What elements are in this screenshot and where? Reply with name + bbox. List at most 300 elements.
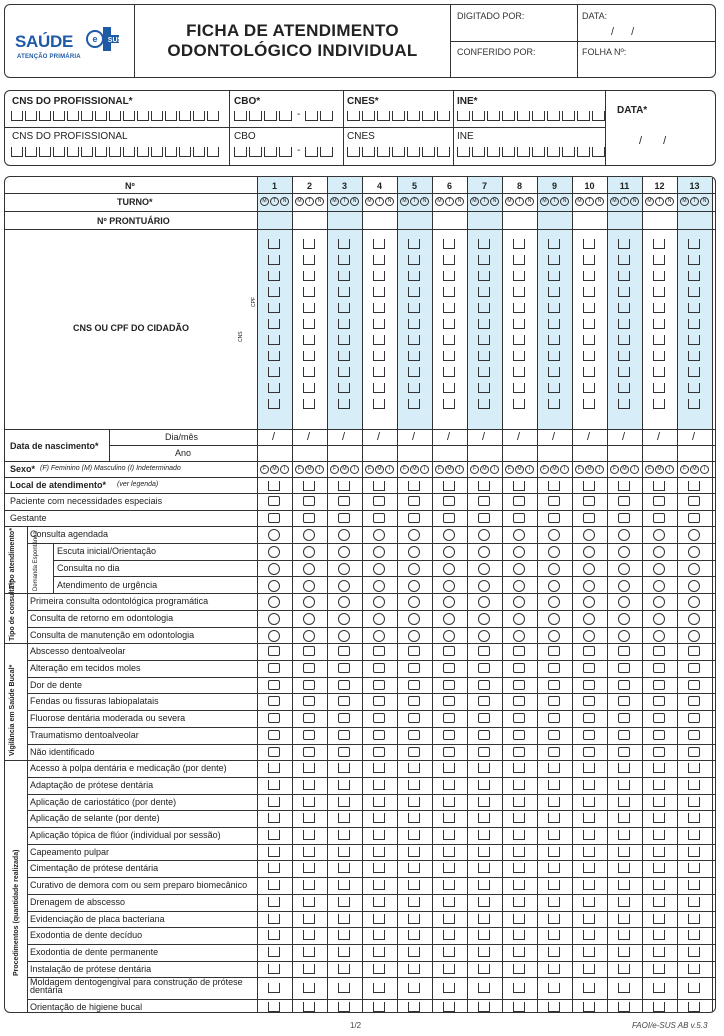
checkbox[interactable] xyxy=(688,663,700,673)
cns-digit-box[interactable] xyxy=(443,335,455,345)
checkbox[interactable] xyxy=(513,680,525,690)
digit-box[interactable] xyxy=(487,111,500,121)
checkbox[interactable] xyxy=(443,513,455,523)
sexo-option[interactable]: F xyxy=(505,465,514,474)
quantity-box[interactable] xyxy=(653,780,665,790)
quantity-box[interactable] xyxy=(618,863,630,873)
digit-box[interactable] xyxy=(392,111,405,121)
quantity-box[interactable] xyxy=(478,813,490,823)
digit-box[interactable] xyxy=(362,147,375,157)
cns-digit-box[interactable] xyxy=(583,255,595,265)
cns-digit-box[interactable] xyxy=(338,239,350,249)
turno-option[interactable]: M xyxy=(365,197,374,206)
local-box[interactable] xyxy=(338,481,350,491)
checkbox[interactable] xyxy=(373,663,385,673)
digit-box[interactable] xyxy=(234,147,247,157)
quantity-box[interactable] xyxy=(513,947,525,957)
radio-option[interactable] xyxy=(548,580,560,592)
quantity-box[interactable] xyxy=(583,813,595,823)
radio-option[interactable] xyxy=(373,630,385,642)
sexo-option[interactable]: M xyxy=(480,465,489,474)
digit-box[interactable] xyxy=(151,111,163,121)
local-box[interactable] xyxy=(268,481,280,491)
quantity-box[interactable] xyxy=(443,763,455,773)
digit-box[interactable] xyxy=(137,147,149,157)
checkbox[interactable] xyxy=(548,646,560,656)
checkbox[interactable] xyxy=(583,646,595,656)
digit-box[interactable] xyxy=(377,147,390,157)
quantity-box[interactable] xyxy=(443,914,455,924)
cns-digit-box[interactable] xyxy=(373,319,385,329)
sexo-option[interactable]: F xyxy=(540,465,549,474)
cns-digit-box[interactable] xyxy=(688,319,700,329)
digit-box[interactable] xyxy=(305,147,318,157)
sexo-option[interactable]: M xyxy=(445,465,454,474)
quantity-box[interactable] xyxy=(303,763,315,773)
radio-option[interactable] xyxy=(443,613,455,625)
quantity-box[interactable] xyxy=(653,914,665,924)
cns-digit-box[interactable] xyxy=(373,383,385,393)
cns-digit-box[interactable] xyxy=(303,303,315,313)
checkbox[interactable] xyxy=(583,713,595,723)
quantity-box[interactable] xyxy=(268,863,280,873)
radio-option[interactable] xyxy=(338,529,350,541)
checkbox[interactable] xyxy=(478,496,490,506)
checkbox[interactable] xyxy=(303,646,315,656)
cns-digit-box[interactable] xyxy=(268,271,280,281)
quantity-box[interactable] xyxy=(338,930,350,940)
checkbox[interactable] xyxy=(513,696,525,706)
quantity-box[interactable] xyxy=(513,897,525,907)
radio-option[interactable] xyxy=(443,546,455,558)
checkbox[interactable] xyxy=(268,680,280,690)
sexo-option[interactable]: F xyxy=(680,465,689,474)
cns-digit-box[interactable] xyxy=(303,335,315,345)
checkbox[interactable] xyxy=(653,680,665,690)
quantity-box[interactable] xyxy=(408,930,420,940)
cns-digit-box[interactable] xyxy=(583,367,595,377)
turno-option[interactable]: N xyxy=(665,197,674,206)
sexo-options[interactable] xyxy=(680,465,710,474)
cns-digit-box[interactable] xyxy=(268,383,280,393)
quantity-box[interactable] xyxy=(653,763,665,773)
checkbox[interactable] xyxy=(303,513,315,523)
local-box[interactable] xyxy=(583,481,595,491)
checkbox[interactable] xyxy=(653,730,665,740)
quantity-box[interactable] xyxy=(548,930,560,940)
cns-digit-box[interactable] xyxy=(548,383,560,393)
quantity-box[interactable] xyxy=(443,847,455,857)
sexo-options[interactable] xyxy=(435,465,465,474)
quantity-box[interactable] xyxy=(513,930,525,940)
checkbox[interactable] xyxy=(338,680,350,690)
quantity-box[interactable] xyxy=(583,914,595,924)
sexo-option[interactable]: I xyxy=(280,465,289,474)
quantity-box[interactable] xyxy=(548,780,560,790)
radio-option[interactable] xyxy=(618,529,630,541)
cns-digit-box[interactable] xyxy=(618,383,630,393)
quantity-box[interactable] xyxy=(513,813,525,823)
radio-option[interactable] xyxy=(373,580,385,592)
checkbox[interactable] xyxy=(303,747,315,757)
turno-option[interactable]: T xyxy=(375,197,384,206)
checkbox[interactable] xyxy=(618,663,630,673)
checkbox[interactable] xyxy=(618,696,630,706)
cns-digit-box[interactable] xyxy=(303,399,315,409)
checkbox[interactable] xyxy=(653,513,665,523)
turno-option[interactable]: N xyxy=(280,197,289,206)
digit-box[interactable] xyxy=(123,147,135,157)
sexo-option[interactable]: M xyxy=(620,465,629,474)
cns-digit-box[interactable] xyxy=(338,271,350,281)
digit-box[interactable] xyxy=(305,111,318,121)
checkbox[interactable] xyxy=(338,496,350,506)
radio-option[interactable] xyxy=(303,546,315,558)
cns-digit-box[interactable] xyxy=(268,287,280,297)
sexo-options[interactable] xyxy=(470,465,500,474)
cns-digit-box[interactable] xyxy=(338,335,350,345)
digit-box[interactable] xyxy=(207,111,219,121)
checkbox[interactable] xyxy=(268,646,280,656)
radio-option[interactable] xyxy=(268,580,280,592)
digit-box[interactable] xyxy=(532,147,545,157)
turno-option[interactable]: N xyxy=(350,197,359,206)
radio-option[interactable] xyxy=(338,546,350,558)
quantity-box[interactable] xyxy=(478,947,490,957)
quantity-box[interactable] xyxy=(408,763,420,773)
digit-box[interactable] xyxy=(547,111,560,121)
quantity-box[interactable] xyxy=(688,897,700,907)
quantity-box[interactable] xyxy=(583,947,595,957)
checkbox[interactable] xyxy=(443,713,455,723)
radio-option[interactable] xyxy=(513,630,525,642)
checkbox[interactable] xyxy=(268,496,280,506)
cns-digit-box[interactable] xyxy=(478,303,490,313)
turno-option[interactable]: N xyxy=(385,197,394,206)
checkbox[interactable] xyxy=(653,663,665,673)
turno-option[interactable]: N xyxy=(560,197,569,206)
quantity-box[interactable] xyxy=(443,830,455,840)
quantity-box[interactable] xyxy=(373,1002,385,1012)
quantity-box[interactable] xyxy=(618,847,630,857)
quantity-box[interactable] xyxy=(548,763,560,773)
digit-box[interactable] xyxy=(264,147,277,157)
radio-option[interactable] xyxy=(268,630,280,642)
checkbox[interactable] xyxy=(443,663,455,673)
radio-option[interactable] xyxy=(618,563,630,575)
radio-option[interactable] xyxy=(303,580,315,592)
cns-digit-box[interactable] xyxy=(688,399,700,409)
checkbox[interactable] xyxy=(513,513,525,523)
digit-box[interactable] xyxy=(137,111,149,121)
quantity-box[interactable] xyxy=(408,914,420,924)
quantity-box[interactable] xyxy=(583,983,595,993)
radio-option[interactable] xyxy=(688,630,700,642)
cns-digit-box[interactable] xyxy=(443,399,455,409)
checkbox[interactable] xyxy=(338,646,350,656)
checkbox[interactable] xyxy=(373,696,385,706)
turno-option[interactable]: T xyxy=(410,197,419,206)
turno-option[interactable]: T xyxy=(620,197,629,206)
turno-option[interactable]: M xyxy=(295,197,304,206)
turno-options[interactable] xyxy=(505,197,535,206)
digit-box[interactable] xyxy=(347,147,360,157)
checkbox[interactable] xyxy=(583,680,595,690)
checkbox[interactable] xyxy=(548,513,560,523)
checkbox[interactable] xyxy=(478,730,490,740)
radio-option[interactable] xyxy=(583,546,595,558)
quantity-box[interactable] xyxy=(373,863,385,873)
quantity-box[interactable] xyxy=(653,947,665,957)
cns-digit-box[interactable] xyxy=(478,271,490,281)
quantity-box[interactable] xyxy=(338,830,350,840)
quantity-box[interactable] xyxy=(373,930,385,940)
sexo-option[interactable]: I xyxy=(315,465,324,474)
cns-digit-box[interactable] xyxy=(373,271,385,281)
quantity-box[interactable] xyxy=(443,964,455,974)
cns-digit-box[interactable] xyxy=(373,335,385,345)
radio-option[interactable] xyxy=(618,630,630,642)
quantity-box[interactable] xyxy=(408,830,420,840)
checkbox[interactable] xyxy=(338,730,350,740)
quantity-box[interactable] xyxy=(338,863,350,873)
sexo-options[interactable] xyxy=(610,465,640,474)
checkbox[interactable] xyxy=(268,663,280,673)
quantity-box[interactable] xyxy=(268,847,280,857)
digit-box[interactable] xyxy=(577,147,590,157)
quantity-box[interactable] xyxy=(583,897,595,907)
quantity-box[interactable] xyxy=(618,813,630,823)
sexo-option[interactable]: I xyxy=(700,465,709,474)
quantity-box[interactable] xyxy=(548,847,560,857)
quantity-box[interactable] xyxy=(548,983,560,993)
cns-digit-box[interactable] xyxy=(583,287,595,297)
local-box[interactable] xyxy=(443,481,455,491)
digit-box[interactable] xyxy=(320,147,333,157)
quantity-box[interactable] xyxy=(618,964,630,974)
quantity-box[interactable] xyxy=(548,880,560,890)
checkbox[interactable] xyxy=(268,747,280,757)
cns-digit-box[interactable] xyxy=(478,335,490,345)
radio-option[interactable] xyxy=(653,580,665,592)
cns-digit-box[interactable] xyxy=(653,303,665,313)
digit-box[interactable] xyxy=(279,111,292,121)
checkbox[interactable] xyxy=(548,663,560,673)
cns-digit-box[interactable] xyxy=(653,287,665,297)
sexo-options[interactable] xyxy=(505,465,535,474)
quantity-box[interactable] xyxy=(443,1002,455,1012)
cns-digit-box[interactable] xyxy=(478,383,490,393)
turno-option[interactable]: M xyxy=(610,197,619,206)
checkbox[interactable] xyxy=(478,646,490,656)
cns-digit-box[interactable] xyxy=(548,255,560,265)
radio-option[interactable] xyxy=(408,596,420,608)
radio-option[interactable] xyxy=(653,529,665,541)
cns-digit-box[interactable] xyxy=(303,271,315,281)
cns-digit-box[interactable] xyxy=(373,399,385,409)
checkbox[interactable] xyxy=(268,713,280,723)
cns-digit-box[interactable] xyxy=(688,255,700,265)
turno-option[interactable]: N xyxy=(700,197,709,206)
radio-option[interactable] xyxy=(338,596,350,608)
quantity-box[interactable] xyxy=(303,983,315,993)
cns-digit-box[interactable] xyxy=(548,351,560,361)
quantity-box[interactable] xyxy=(373,983,385,993)
quantity-box[interactable] xyxy=(583,880,595,890)
radio-option[interactable] xyxy=(303,529,315,541)
radio-option[interactable] xyxy=(618,613,630,625)
turno-option[interactable]: M xyxy=(400,197,409,206)
quantity-box[interactable] xyxy=(268,983,280,993)
quantity-box[interactable] xyxy=(408,863,420,873)
quantity-box[interactable] xyxy=(618,1002,630,1012)
turno-option[interactable]: T xyxy=(655,197,664,206)
cns-digit-box[interactable] xyxy=(303,287,315,297)
quantity-box[interactable] xyxy=(548,897,560,907)
radio-option[interactable] xyxy=(443,563,455,575)
quantity-box[interactable] xyxy=(303,1002,315,1012)
checkbox[interactable] xyxy=(618,496,630,506)
checkbox[interactable] xyxy=(408,663,420,673)
radio-option[interactable] xyxy=(303,630,315,642)
sexo-options[interactable] xyxy=(575,465,605,474)
quantity-box[interactable] xyxy=(408,847,420,857)
digit-box[interactable] xyxy=(95,111,107,121)
quantity-box[interactable] xyxy=(513,797,525,807)
checkbox[interactable] xyxy=(688,747,700,757)
checkbox[interactable] xyxy=(443,730,455,740)
cns-digit-box[interactable] xyxy=(583,303,595,313)
cns-digit-box[interactable] xyxy=(303,383,315,393)
cns-digit-box[interactable] xyxy=(618,303,630,313)
radio-option[interactable] xyxy=(688,613,700,625)
cns-digit-box[interactable] xyxy=(408,255,420,265)
cns-digit-box[interactable] xyxy=(513,303,525,313)
checkbox[interactable] xyxy=(338,663,350,673)
radio-option[interactable] xyxy=(268,596,280,608)
digit-box[interactable] xyxy=(53,111,65,121)
sexo-option[interactable]: F xyxy=(400,465,409,474)
quantity-box[interactable] xyxy=(583,863,595,873)
radio-option[interactable] xyxy=(443,630,455,642)
quantity-box[interactable] xyxy=(688,813,700,823)
quantity-box[interactable] xyxy=(513,847,525,857)
cns-digit-box[interactable] xyxy=(618,287,630,297)
checkbox[interactable] xyxy=(373,513,385,523)
quantity-box[interactable] xyxy=(583,763,595,773)
quantity-box[interactable] xyxy=(443,983,455,993)
quantity-box[interactable] xyxy=(653,830,665,840)
cns-digit-box[interactable] xyxy=(513,255,525,265)
quantity-box[interactable] xyxy=(688,847,700,857)
digit-box[interactable] xyxy=(437,147,450,157)
digit-box[interactable] xyxy=(472,111,485,121)
quantity-box[interactable] xyxy=(268,880,280,890)
quantity-box[interactable] xyxy=(338,813,350,823)
turno-options[interactable] xyxy=(575,197,605,206)
checkbox[interactable] xyxy=(373,747,385,757)
quantity-box[interactable] xyxy=(618,880,630,890)
cns-digit-box[interactable] xyxy=(583,351,595,361)
digit-box[interactable] xyxy=(264,111,277,121)
turno-option[interactable]: T xyxy=(515,197,524,206)
checkbox[interactable] xyxy=(303,696,315,706)
digit-box[interactable] xyxy=(457,147,470,157)
quantity-box[interactable] xyxy=(268,797,280,807)
digit-box[interactable] xyxy=(517,147,530,157)
checkbox[interactable] xyxy=(513,713,525,723)
checkbox[interactable] xyxy=(303,663,315,673)
radio-option[interactable] xyxy=(513,580,525,592)
cns-digit-box[interactable] xyxy=(513,399,525,409)
cns-digit-box[interactable] xyxy=(548,399,560,409)
radio-option[interactable] xyxy=(513,563,525,575)
radio-option[interactable] xyxy=(478,596,490,608)
radio-option[interactable] xyxy=(478,613,490,625)
checkbox[interactable] xyxy=(408,680,420,690)
cns-digit-box[interactable] xyxy=(408,367,420,377)
quantity-box[interactable] xyxy=(303,897,315,907)
quantity-box[interactable] xyxy=(653,797,665,807)
quantity-box[interactable] xyxy=(478,914,490,924)
turno-option[interactable]: N xyxy=(595,197,604,206)
digit-box[interactable] xyxy=(422,147,435,157)
quantity-box[interactable] xyxy=(548,830,560,840)
radio-option[interactable] xyxy=(583,580,595,592)
turno-options[interactable] xyxy=(400,197,430,206)
digit-box[interactable] xyxy=(472,147,485,157)
radio-option[interactable] xyxy=(548,563,560,575)
radio-option[interactable] xyxy=(478,630,490,642)
cns-digit-box[interactable] xyxy=(373,255,385,265)
quantity-box[interactable] xyxy=(303,880,315,890)
local-box[interactable] xyxy=(373,481,385,491)
digit-box[interactable] xyxy=(502,147,515,157)
radio-option[interactable] xyxy=(408,563,420,575)
quantity-box[interactable] xyxy=(548,863,560,873)
radio-option[interactable] xyxy=(583,596,595,608)
cns-digit-box[interactable] xyxy=(268,255,280,265)
cns-digit-box[interactable] xyxy=(443,351,455,361)
digit-box[interactable] xyxy=(193,147,205,157)
cns-digit-box[interactable] xyxy=(408,351,420,361)
sexo-option[interactable]: M xyxy=(515,465,524,474)
cns-digit-box[interactable] xyxy=(653,399,665,409)
checkbox[interactable] xyxy=(653,496,665,506)
checkbox[interactable] xyxy=(513,663,525,673)
quantity-box[interactable] xyxy=(548,1002,560,1012)
digit-box[interactable] xyxy=(249,111,262,121)
quantity-box[interactable] xyxy=(443,897,455,907)
turno-option[interactable]: N xyxy=(315,197,324,206)
cns-digit-box[interactable] xyxy=(338,383,350,393)
cns-digit-box[interactable] xyxy=(303,367,315,377)
cns-digit-box[interactable] xyxy=(653,335,665,345)
cns-digit-box[interactable] xyxy=(583,239,595,249)
cns-digit-box[interactable] xyxy=(583,319,595,329)
cns-digit-box[interactable] xyxy=(653,319,665,329)
cns-digit-box[interactable] xyxy=(618,351,630,361)
sexo-option[interactable]: I xyxy=(385,465,394,474)
cns-digit-box[interactable] xyxy=(688,351,700,361)
quantity-box[interactable] xyxy=(618,763,630,773)
checkbox[interactable] xyxy=(478,713,490,723)
radio-option[interactable] xyxy=(583,630,595,642)
quantity-box[interactable] xyxy=(513,830,525,840)
checkbox[interactable] xyxy=(688,696,700,706)
turno-option[interactable]: M xyxy=(680,197,689,206)
turno-option[interactable]: M xyxy=(575,197,584,206)
